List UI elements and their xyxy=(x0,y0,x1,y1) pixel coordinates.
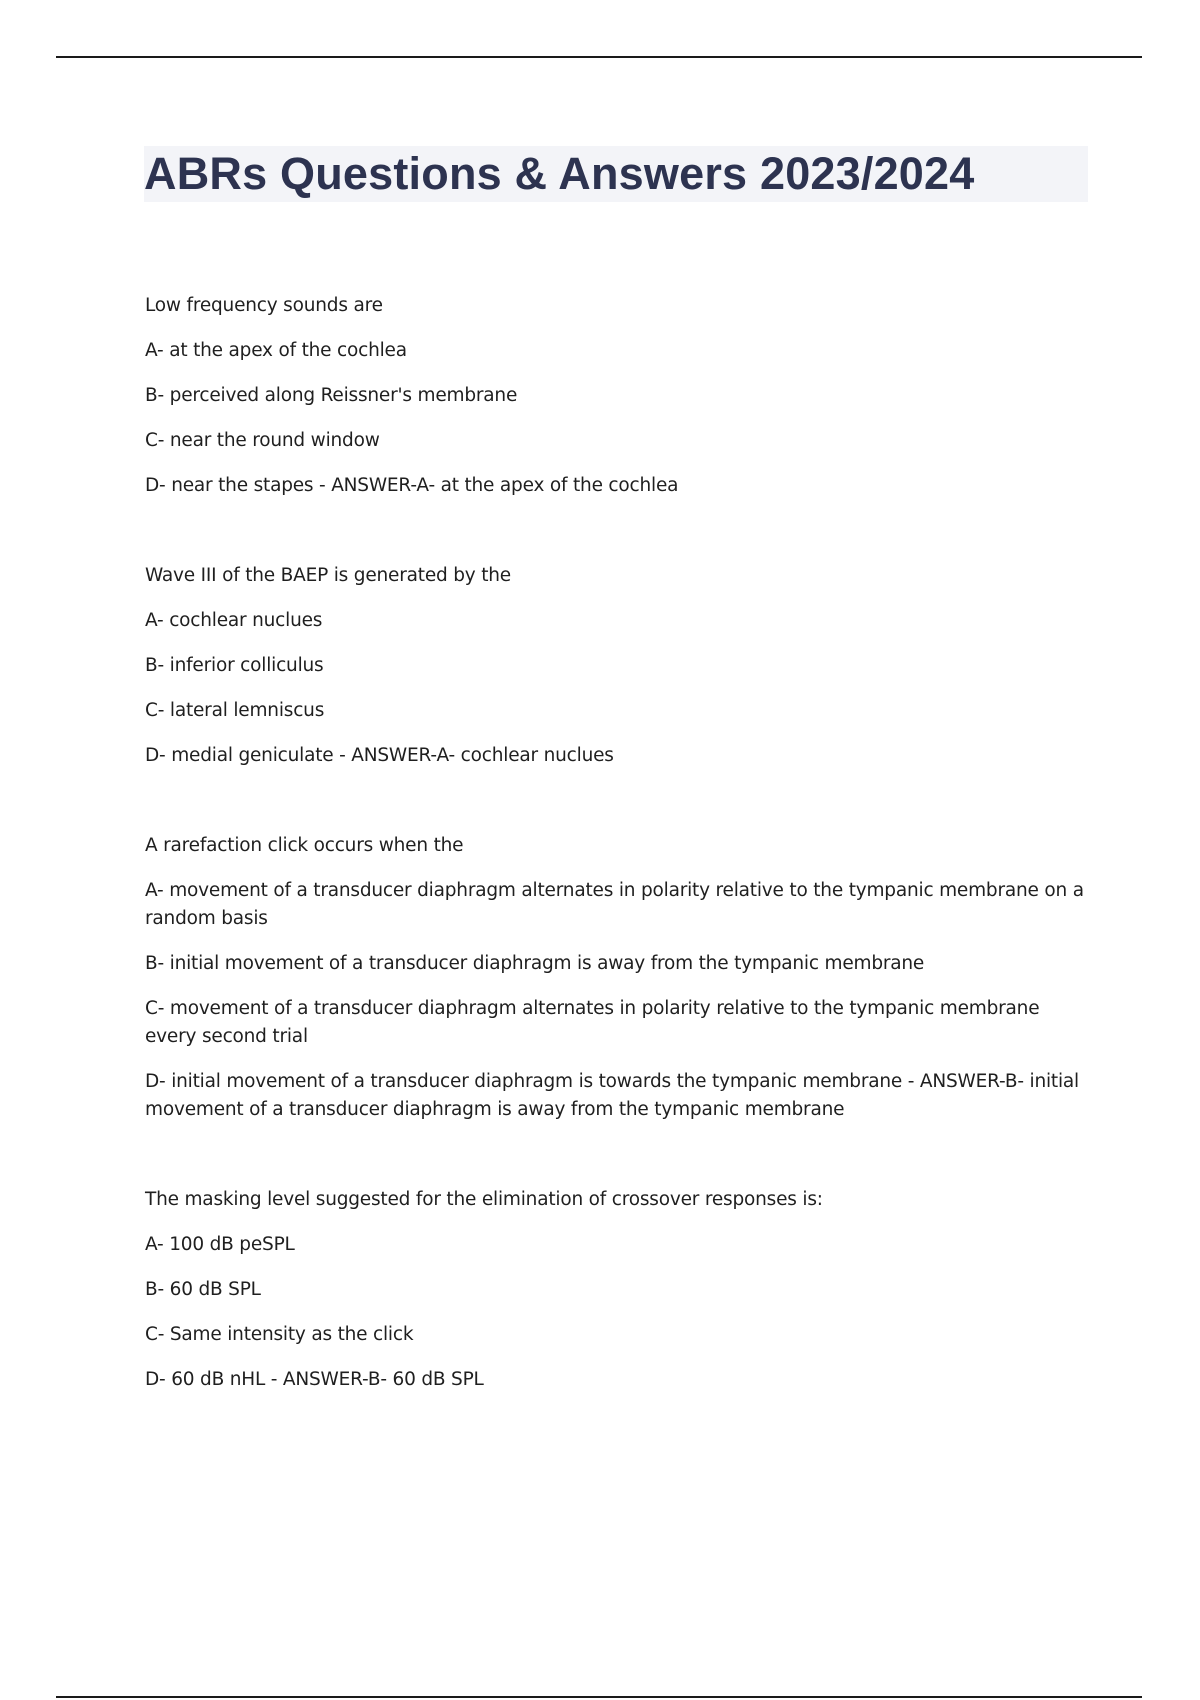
option-d-answer: D- initial movement of a transducer diaphragm is towards the tympanic membrane - ANSWER-B- initial movement of a transducer diaphragm is away from the tympanic membrane xyxy=(145,1071,1079,1120)
option-a: A- movement of a transducer diaphragm alternates in polarity relative to the tympanic membrane on a random basis xyxy=(145,880,1084,929)
option-d-answer: D- medial geniculate - ANSWER-A- cochlear nuclues xyxy=(145,745,614,766)
option-c: C- movement of a transducer diaphragm alternates in polarity relative to the tympanic membrane every second trial xyxy=(145,998,1040,1047)
question-3 xyxy=(145,832,1085,1124)
option-d-answer: D- near the stapes - ANSWER-A- at the apex of the cochlea xyxy=(145,475,679,496)
question-1 xyxy=(145,292,1085,500)
question-prompt: Low frequency sounds are xyxy=(145,295,383,316)
option-c: C- Same intensity as the click xyxy=(145,1324,414,1345)
question-prompt: Wave III of the BAEP is generated by the xyxy=(145,565,511,586)
option-a: A- at the apex of the cochlea xyxy=(145,340,407,361)
option-b: B- initial movement of a transducer diaphragm is away from the tympanic membrane xyxy=(145,953,925,974)
option-a: A- cochlear nuclues xyxy=(145,610,323,631)
option-d-answer: D- 60 dB nHL - ANSWER-B- 60 dB SPL xyxy=(145,1369,484,1390)
option-c: C- near the round window xyxy=(145,430,380,451)
option-c: C- lateral lemniscus xyxy=(145,700,325,721)
option-b: B- inferior colliculus xyxy=(145,655,324,676)
bottom-rule xyxy=(56,1696,1142,1698)
question-prompt: The masking level suggested for the elimination of crossover responses is: xyxy=(145,1189,823,1210)
option-b: B- 60 dB SPL xyxy=(145,1279,261,1300)
option-a: A- 100 dB peSPL xyxy=(145,1234,295,1255)
question-list xyxy=(145,292,1085,1456)
page-title: ABRs Questions & Answers 2023/2024 xyxy=(144,148,975,199)
question-2 xyxy=(145,562,1085,770)
top-rule xyxy=(56,56,1142,58)
option-b: B- perceived along Reissner's membrane xyxy=(145,385,518,406)
question-4 xyxy=(145,1186,1085,1394)
question-prompt: A rarefaction click occurs when the xyxy=(145,835,464,856)
